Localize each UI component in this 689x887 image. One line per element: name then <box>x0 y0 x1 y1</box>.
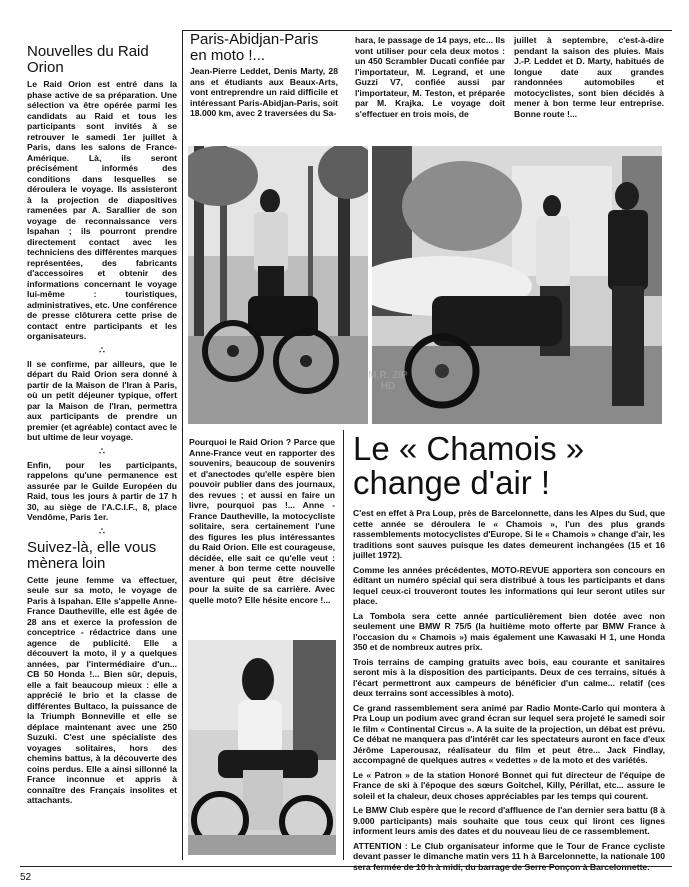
abidjan-text-b: hara, le passage de 14 pays, etc... Ils vont utiliser pour cela deux motos : un 450 Scrambler Ducati confiée par l'importateur, M. Legrand, et une Guzzi V7, confiée aussi par l'importateur, M. Teston, et préparée par M. Krajka. Le voyage doit s'effectuer en trois mois, de <box>355 35 505 119</box>
abidjan-text-c: juillet à septembre, c'est-à-dire pendant la saison des pluies. Mais J.-P. Leddet et D. Marty, habitués de longue date aux grandes randonnées automobiles et motocyclistes, sont bien décidés à mener à bon terme leur entreprise. Bonne route !... <box>514 35 664 119</box>
chamois-paragraph-7: Le BMW Club espère que le record d'affluence de l'an dernier sera battu (8 à 9.000 participants) mais souhaite que tous ceux qui liront ces lignes informent leurs amis des dates et du nouveau lieu de ce rassemblement. <box>353 805 665 836</box>
chamois-article <box>353 432 665 876</box>
suivez-la-body <box>27 575 177 806</box>
raid-orion-paragraph-1: Le Raid Orion est entré dans la phase active de sa préparation. Une sélection va être opérée parmi les candidats au Raid et tous les participants sont invités à se retrouver le samedi 1er juillet à Paris, dans les salons de France-Amérique. Là, ils seront précisément informés des conditions dans lesquelles se déroulera le voyage. Ils assisteront à la projection de diapositives ramenées par A. Sarallier de son voyage de reconnaissance vers Ispahan ; ils pourront prendre directement contact avec les techniciens des différentes marques représentées, des fabricants d'accessoires et obtenir des informations concernant le voyage lui-même : touristiques, administratives, etc. Une conférence de presse clôturera cette prise de contact entre participants et les organisateurs. <box>27 79 177 341</box>
page-number: 52 <box>20 872 32 883</box>
pourquoi-column <box>189 437 335 605</box>
chamois-paragraph-3: La Tombola sera cette année particulièrement bien dotée avec non seulement une BMW R 75/5 (la huitième moto offerte par BMW France à l'occasion du « Chamois ») mais également une Kawasaki H 1, une Honda 350 et de nombreux autres prix. <box>353 610 665 652</box>
photo-rider-trees <box>188 146 368 424</box>
photo-rider-trees-image <box>188 146 368 424</box>
raid-orion-paragraph-3: Enfin, pour les participants, rappelons qu'une permanence est assurée par le Guilde Européen du Raid, tous les jours à partir de 17 h 30, au siège de l'A.C.I.F., 8, place Vendôme, Paris 1er. <box>27 459 177 522</box>
raid-orion-column <box>27 44 177 810</box>
column-rule <box>182 30 183 860</box>
separator-mark: ∴ <box>99 344 105 355</box>
abidjan-title: Paris-Abidjan-Paris en moto !... <box>190 31 319 64</box>
watermark: M.R. ZIP HD <box>368 370 408 392</box>
abidjan-text-a: Jean-Pierre Leddet, Denis Marty, 28 ans et étudiants aux Beaux-Arts, vont entreprendre un raid difficile et intéressant Paris-Abidjan-Paris, soit 18.000 km, avec 2 traversées du Sa- <box>190 66 338 118</box>
chamois-body <box>353 508 665 872</box>
photo-woman-motorcycle <box>188 640 336 855</box>
bottom-rule <box>20 866 672 867</box>
raid-orion-body <box>27 79 177 536</box>
chamois-paragraph-8: ATTENTION : Le Club organisateur informe que le Tour de France cycliste devant passer le dimanche matin vers 11 h à Barcelonnette, la nationale 100 <box>353 840 665 861</box>
chamois-paragraph-4: Trois terrains de camping gratuits avec bois, eau courante et sanitaires seront mis à la disposition des participants. Deux de ces terrains, situés à l'écart permettront aux campeurs de bénéficier d'un calme... relatif (ces deux terrains sont accessibles à moto). <box>353 656 665 698</box>
raid-orion-paragraph-2: Il se confirme, par ailleurs, que le départ du Raid Orion sera donné à partir de la Maison de l'Iran à Paris, où un petit déjeuner typique, offert par la Maison de l'Iran, permettra aux participants de prendre un premier (et agréable) contact avec le but ultime de leur voyage. <box>27 358 177 442</box>
suivez-la-paragraph: Cette jeune femme va effectuer, seule sur sa moto, le voyage de Paris à Ispahan. Elle s'appelle Anne-France Dautheville, elle est âgée de 28 ans et exerce la profession de conceptrice - rédactrice dans une agence de publicité. Elle a découvert la moto, il y a quelques années, par l'intermédiaire d'un... CB 50 Honda !... Bien sûr, depuis, elle a fait beaucoup mieux : elle a apprécié le brio et la classe de différentes Bultaco, la puissance de la Triumph Bonneville et elle se déplace maintenant avec une 250 Suzuki. C'est une spécialiste des voyages solitaires, hors des chemins battus, à la découverte des coins perdus. Elle a ainsi sillonné la France inconnue et appris à connaître des Français insolites et attachants. <box>27 574 177 805</box>
separator-mark: ∴ <box>99 525 105 536</box>
abidjan-col-c <box>514 35 664 119</box>
pourquoi-paragraph: Pourquoi le Raid Orion ? Parce que Anne-France veut en rapporter des souvenirs, beaucoup de souvenirs et d'anectodes qu'elle espère bien pouvoir publier dans des journaux, des revues ; et aussi en faire un livre, pourquoi pas !... Anne - France Dautheville, la motocycliste solitaire, sera certainement l'une des figures les plus intéressantes du Raid Orion. Elle est courageuse, décidée, elle sait ce qu'elle veut : mener à bon terme cette nouvelle aventure qui peut être décisive pour la suite de sa carrière. Avec quelle moto? Elle hésite encore !... <box>189 437 335 605</box>
chamois-title: Le « Chamois » change d'air ! <box>353 430 585 501</box>
chamois-paragraph-6: Le « Patron » de la station Honoré Bonnet qui fut directeur de l'équipe de France de ski à l'époque des sœurs Goitchel, Killy, Périllat, etc... assure le soleil et la chaleur, deux choses appréciables par les temps qui courent. <box>353 769 665 801</box>
photo-two-riders <box>372 146 662 424</box>
chamois-paragraph-5: Ce grand rassemblement sera animé par Radio Monte-Carlo qui montera à Pra Loup un podium avec grand écran sur lequel sera projeté le samedi soir le film « Continental Circus ». A la suite de la projection, un débat est prévu. Ce débat ne manquera pas d'intérêt car les spectateurs auront en face d'eux Jérôme Laperousaz, réalisateur du film et peut être... Jack Findlay, accompagné de quelques autres « vedettes » de la moto et des variétés. <box>353 702 665 765</box>
photo-woman-motorcycle-image <box>188 640 336 855</box>
abidjan-col-b <box>355 35 505 119</box>
chamois-paragraph-2: Comme les années précédentes, MOTO-REVUE apportera son concours en éditant un numéro spécial qui sera distribué à tous les participants et dans lequel ceux-ci trouveront toutes les informations qui leur seront utiles sur place. <box>353 564 665 606</box>
abidjan-col-a <box>190 32 338 119</box>
raid-orion-title: Nouvelles du Raid Orion <box>27 43 149 76</box>
suivez-la-title: Suivez-là, elle vous mènera loin <box>27 538 157 572</box>
photo-two-riders-image <box>372 146 662 424</box>
chamois-paragraph-1: C'est en effet à Pra Loup, près de Barcelonnette, dans les Alpes du Sud, que cette année se déroulera le « Chamois », l'un des plus grands rassemblements motocyclistes d'Europe. Si le « Chamois » change d'air, les traditions sont sauves puisque les dates demeurent inchangées (15 et 16 juillet 1972). <box>353 508 665 560</box>
separator-mark: ∴ <box>99 445 105 456</box>
column-rule <box>343 430 344 860</box>
